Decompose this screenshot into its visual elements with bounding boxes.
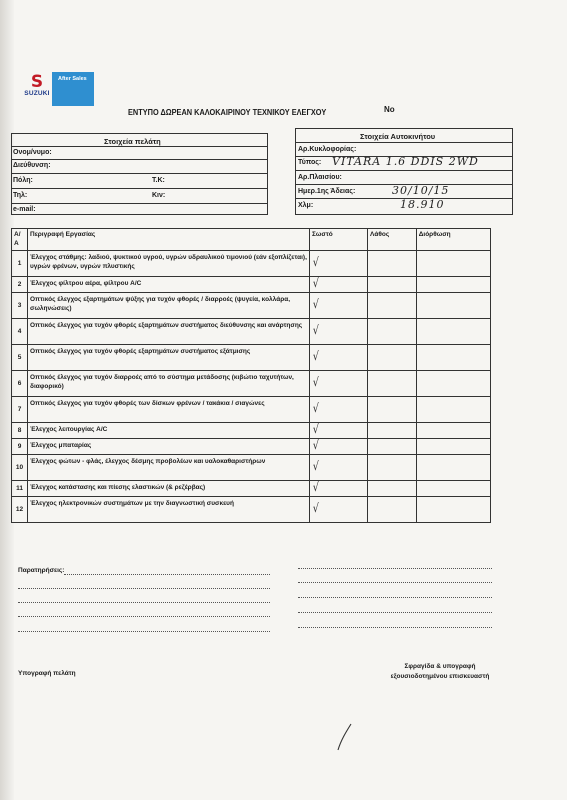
- customer-address-label: Διεύθυνση:: [13, 162, 51, 169]
- check-mark: √: [312, 422, 319, 436]
- rule: [295, 142, 513, 143]
- row-wrong-cell: [368, 371, 417, 397]
- customer-name-label: Ονομ/νυμο:: [13, 149, 52, 156]
- remarks-line: [18, 602, 270, 603]
- row-correction-cell: [416, 397, 490, 423]
- customer-mobile-label: Κιν:: [152, 192, 166, 199]
- row-correction-cell: [416, 319, 490, 345]
- check-mark: √: [312, 297, 319, 311]
- check-mark: √: [312, 438, 319, 452]
- vehicle-heading: Στοιχεία Αυτοκινήτου: [360, 132, 436, 141]
- row-wrong-cell: [368, 481, 417, 497]
- customer-postal-label: Τ.Κ:: [152, 177, 165, 184]
- table-row: [12, 371, 491, 397]
- row-index: 10: [12, 455, 28, 481]
- row-correct-cell: [310, 371, 368, 397]
- row-description: Έλεγχος φίλτρου αέρα, φίλτρου A/C: [28, 277, 310, 293]
- row-index: 9: [12, 439, 28, 455]
- row-description: Οπτικός έλεγχος για τυχόν φθορές εξαρτημάτων συστήματος εξάτμισης: [28, 345, 310, 371]
- row-wrong-cell: [368, 397, 417, 423]
- row-index: 2: [12, 277, 28, 293]
- document-title: ΕΝΤΥΠΟ ΔΩΡΕΑΝ ΚΑΛΟΚΑΙΡΙΝΟΥ ΤΕΧΝΙΚΟΥ ΕΛΕΓΧΟΥ: [128, 108, 327, 117]
- suzuki-s-mark: S: [30, 72, 44, 92]
- row-correction-cell: [416, 345, 490, 371]
- row-correct-cell: [310, 397, 368, 423]
- check-mark: √: [312, 276, 319, 290]
- col-header-description: Περιγραφή Εργασίας: [28, 229, 310, 251]
- row-correction-cell: [416, 251, 490, 277]
- remarks-line: [298, 627, 492, 628]
- row-correct-cell: [310, 439, 368, 455]
- row-index: 11: [12, 481, 28, 497]
- customer-phone-label: Τηλ:: [13, 192, 28, 199]
- row-correct-cell: [310, 455, 368, 481]
- row-description: Έλεγχος ηλεκτρονικών συστημάτων με την διαγνωστική συσκευή: [28, 497, 310, 523]
- vehicle-type-label: Τύπος:: [298, 159, 322, 166]
- after-sales-logo: After Sales: [52, 72, 94, 106]
- table-row: [12, 345, 491, 371]
- row-correct-cell: [310, 319, 368, 345]
- row-wrong-cell: [368, 319, 417, 345]
- rule: [11, 173, 268, 174]
- suzuki-wordmark: SUZUKI: [24, 90, 50, 97]
- row-wrong-cell: [368, 251, 417, 277]
- table-row: [12, 397, 491, 423]
- row-correct-cell: [310, 293, 368, 319]
- row-index: 1: [12, 251, 28, 277]
- table-row: [12, 319, 491, 345]
- vehicle-chassis-label: Αρ.Πλαισίου:: [298, 174, 342, 181]
- row-wrong-cell: [368, 277, 417, 293]
- vehicle-regdate-value: 30/10/15: [392, 184, 450, 197]
- row-correction-cell: [416, 423, 490, 439]
- table-row: [12, 277, 491, 293]
- remarks-line: [64, 574, 270, 575]
- row-correct-cell: [310, 481, 368, 497]
- rule: [11, 159, 268, 160]
- customer-heading: Στοιχεία πελάτη: [104, 137, 161, 146]
- row-index: 7: [12, 397, 28, 423]
- row-correction-cell: [416, 371, 490, 397]
- check-mark: √: [312, 401, 319, 415]
- suzuki-logo: [22, 74, 52, 97]
- customer-email-label: e-mail:: [13, 206, 36, 213]
- table-row: [12, 293, 491, 319]
- table-header-row: [12, 229, 491, 251]
- vehicle-regdate-label: Ημερ.1ης Άδειας:: [298, 188, 356, 195]
- row-correction-cell: [416, 497, 490, 523]
- row-wrong-cell: [368, 439, 417, 455]
- shop-signature-label: [380, 662, 500, 682]
- check-mark: √: [312, 459, 319, 473]
- customer-city-label: Πόλη:: [13, 177, 33, 184]
- remarks-label: Παρατηρήσεις:: [18, 567, 65, 574]
- rule: [11, 188, 268, 189]
- row-correct-cell: [310, 345, 368, 371]
- table-row: [12, 455, 491, 481]
- vehicle-type-value: VITARA 1.6 DDIS 2WD: [332, 155, 479, 168]
- customer-signature-label: Υπογραφή πελάτη: [18, 670, 76, 677]
- row-correction-cell: [416, 481, 490, 497]
- row-description: Οπτικός έλεγχος για τυχόν φθορές εξαρτημάτων συστήματος διεύθυνσης και ανάρτησης: [28, 319, 310, 345]
- row-correction-cell: [416, 293, 490, 319]
- vehicle-km-value: 18.910: [400, 198, 445, 211]
- row-correct-cell: [310, 423, 368, 439]
- row-index: 4: [12, 319, 28, 345]
- row-wrong-cell: [368, 455, 417, 481]
- remarks-line: [298, 612, 492, 613]
- remarks-line: [18, 631, 270, 632]
- table-row: [12, 481, 491, 497]
- row-description: Έλεγχος μπαταρίας: [28, 439, 310, 455]
- row-wrong-cell: [368, 423, 417, 439]
- number-label: No: [384, 105, 395, 114]
- check-mark: √: [312, 323, 319, 337]
- shop-signature-line2: εξουσιοδοτημένου επισκευαστή: [390, 673, 490, 680]
- check-mark: √: [312, 501, 319, 515]
- vehicle-km-label: Χλμ:: [298, 202, 314, 209]
- remarks-line: [298, 582, 492, 583]
- rule: [295, 170, 513, 171]
- col-header-index: Α/Α: [12, 229, 28, 251]
- remarks-line: [18, 616, 270, 617]
- remarks-line: [298, 568, 492, 569]
- checklist-table: [11, 228, 491, 523]
- row-wrong-cell: [368, 293, 417, 319]
- row-description: Οπτικός έλεγχος για τυχόν διαρροές από το σύστημα μετάδοσης (κιβώτιο ταχυτήτων, διαφορικό): [28, 371, 310, 397]
- check-mark: √: [312, 480, 319, 494]
- customer-heading-rule: [11, 146, 268, 147]
- row-description: Έλεγχος κατάστασης και πίεσης ελαστικών (& ρεζέρβας): [28, 481, 310, 497]
- check-mark: √: [312, 375, 319, 389]
- row-correct-cell: [310, 251, 368, 277]
- table-row: [12, 423, 491, 439]
- row-description: Οπτικός έλεγχος εξαρτημάτων ψύξης για τυχόν φθορές / διαρροές (ψυγεία, κολλάρα, σωληνώσεις): [28, 293, 310, 319]
- row-correction-cell: [416, 455, 490, 481]
- row-correct-cell: [310, 277, 368, 293]
- row-description: Έλεγχος λειτουργίας A/C: [28, 423, 310, 439]
- row-correct-cell: [310, 497, 368, 523]
- row-description: Έλεγχος φώτων - φλάς, έλεγχος δέσμης προβολέων και υαλοκαθαριστήρων: [28, 455, 310, 481]
- shop-signature-line1: Σφραγίδα & υπογραφή: [404, 663, 476, 670]
- row-index: 5: [12, 345, 28, 371]
- row-description: Έλεγχος στάθμης: λαδιού, ψυκτικού υγρού, υγρών υδραυλικού τιμονιού (εάν εξοπλίζεται), υγρών φρένων, υγρών πλυστικής: [28, 251, 310, 277]
- table-row: [12, 439, 491, 455]
- check-mark: √: [312, 349, 319, 363]
- col-header-correction: Διόρθωση: [416, 229, 490, 251]
- table-row: [12, 497, 491, 523]
- pen-stroke-mark: [335, 722, 355, 752]
- row-description: Οπτικός έλεγχος για τυχόν φθορές των δίσκων φρένων / τακάκια / σιαγώνες: [28, 397, 310, 423]
- row-index: 8: [12, 423, 28, 439]
- row-index: 12: [12, 497, 28, 523]
- table-row: [12, 251, 491, 277]
- row-index: 6: [12, 371, 28, 397]
- col-header-wrong: Λάθος: [368, 229, 417, 251]
- col-header-correct: Σωστό: [310, 229, 368, 251]
- remarks-line: [298, 597, 492, 598]
- remarks-line: [18, 588, 270, 589]
- check-mark: √: [312, 255, 319, 269]
- row-wrong-cell: [368, 497, 417, 523]
- row-wrong-cell: [368, 345, 417, 371]
- row-index: 3: [12, 293, 28, 319]
- row-correction-cell: [416, 277, 490, 293]
- rule: [11, 203, 268, 204]
- row-correction-cell: [416, 439, 490, 455]
- vehicle-plate-label: Αρ.Κυκλοφορίας:: [298, 146, 357, 153]
